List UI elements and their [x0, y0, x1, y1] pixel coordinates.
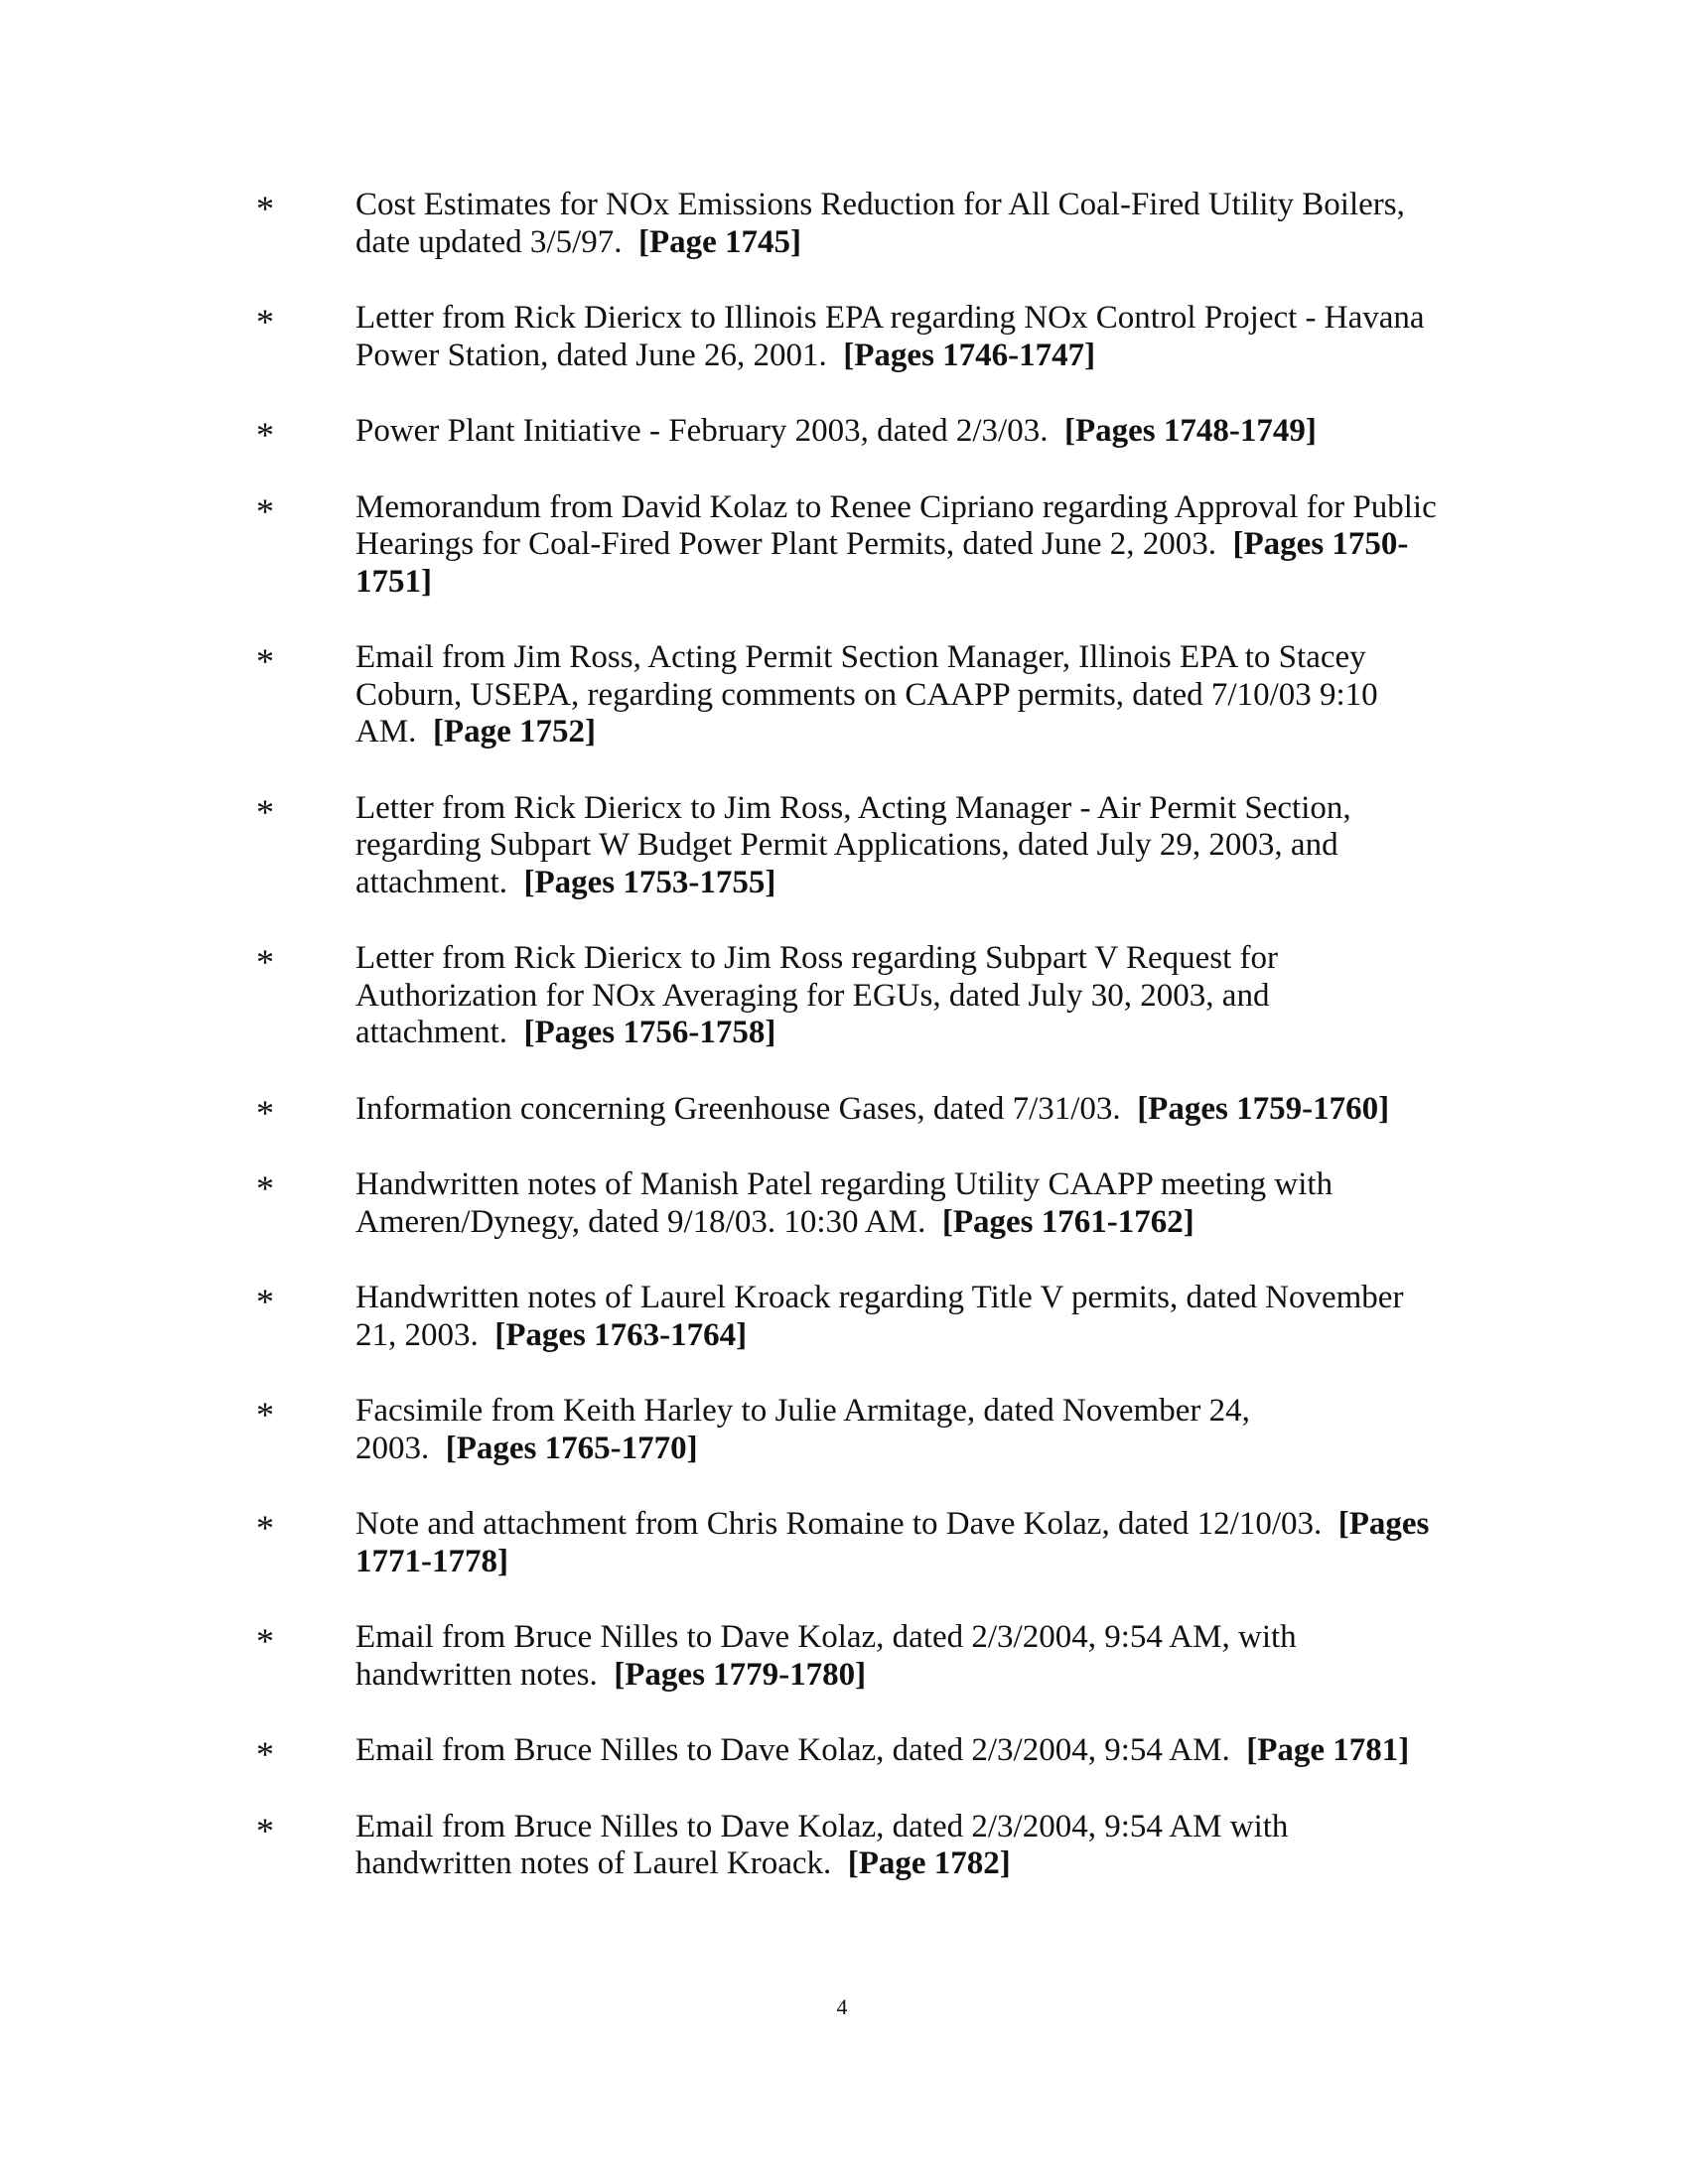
page-reference: [Pages 1779-1780]	[614, 1656, 867, 1693]
entry-description: Email from Bruce Nilles to Dave Kolaz, dated 2/3/2004, 9:54 AM.	[355, 1732, 1230, 1768]
bullet-marker: *	[256, 942, 274, 982]
bullet-marker: *	[256, 1734, 274, 1774]
entry-text	[355, 1619, 1438, 1694]
page-reference: [Page 1782]	[847, 1845, 1011, 1881]
page-reference: [Page 1781]	[1246, 1732, 1410, 1768]
page-reference: [Pages 1746-1747]	[843, 337, 1096, 373]
page-reference: [Page 1752]	[432, 714, 596, 750]
list-item	[0, 1506, 1684, 1580]
page-reference: [Page 1745]	[638, 223, 802, 260]
list-item	[0, 1393, 1684, 1467]
list-item	[0, 1809, 1684, 1883]
list-item	[0, 1090, 1684, 1133]
page-reference: [Pages 1756-1758]	[523, 1015, 776, 1050]
page-reference: [Pages 1759-1760]	[1137, 1090, 1390, 1127]
bullet-marker: *	[256, 1092, 274, 1133]
list-item	[0, 1166, 1684, 1241]
entry-text	[355, 413, 1438, 451]
entry-description: Letter from Rick Diericx to Illinois EPA regarding NOx Control Project - Havana Power Station, dated June 26, 2001.	[355, 300, 1425, 373]
entry-description: Note and attachment from Chris Romaine to Dave Kolaz, dated 12/10/03.	[355, 1506, 1323, 1542]
list-item	[0, 940, 1684, 1052]
entry-text	[355, 790, 1438, 902]
entry-description: Handwritten notes of Laurel Kroack regarding Title V permits, dated November 21, 2003.	[355, 1280, 1404, 1353]
entry-description: Cost Estimates for NOx Emissions Reduction for All Coal-Fired Utility Boilers, date updated 3/5/97.	[355, 187, 1405, 260]
list-item	[0, 1619, 1684, 1694]
entry-text	[355, 1809, 1438, 1883]
list-item	[0, 1732, 1684, 1774]
bullet-marker: *	[256, 791, 274, 832]
entry-description: Power Plant Initiative - February 2003, dated 2/3/03.	[355, 413, 1049, 449]
page-reference: [Pages 1753-1755]	[523, 864, 776, 900]
entry-description: Facsimile from Keith Harley to Julie Armitage, dated November 24, 2003.	[355, 1393, 1250, 1466]
bullet-marker: *	[256, 490, 274, 531]
entry-description: Handwritten notes of Manish Patel regarding Utility CAAPP meeting with Ameren/Dynegy, dated 9/18/03. 10:30 AM.	[355, 1166, 1333, 1240]
bullet-marker: *	[256, 1168, 274, 1208]
entry-text	[355, 187, 1438, 261]
bullet-marker: *	[256, 641, 274, 681]
bullet-marker: *	[256, 189, 274, 228]
page-reference: [Pages 1771-1778]	[355, 1506, 1430, 1579]
entry-text	[355, 1091, 1438, 1129]
entry-text	[355, 1506, 1438, 1580]
list-item	[0, 489, 1684, 602]
entry-text	[355, 639, 1438, 751]
entry-description: Email from Jim Ross, Acting Permit Section Manager, Illinois EPA to Stacey Coburn, USEPA, regarding comments on CAAPP permits, dated 7/10/03 9:10 AM.	[355, 639, 1378, 750]
entry-description: Memorandum from David Kolaz to Renee Cipriano regarding Approval for Public Hearings for Coal-Fired Power Plant Permits, dated June 2, 2003.	[355, 488, 1437, 562]
bullet-marker: *	[256, 1621, 274, 1661]
entry-text	[355, 1393, 1438, 1467]
entry-text	[355, 300, 1438, 374]
list-item	[0, 413, 1684, 455]
list-item	[0, 1280, 1684, 1354]
bullet-marker: *	[256, 302, 274, 341]
page-reference: [Pages 1748-1749]	[1063, 413, 1317, 449]
page-reference: [Pages 1750-1751]	[355, 526, 1409, 600]
page-reference: [Pages 1761-1762]	[941, 1203, 1194, 1240]
bullet-marker: *	[256, 415, 274, 455]
bullet-marker: *	[256, 1810, 274, 1850]
page-reference: [Pages 1765-1770]	[445, 1430, 698, 1466]
list-item	[0, 639, 1684, 751]
entry-description: Email from Bruce Nilles to Dave Kolaz, dated 2/3/2004, 9:54 AM, with handwritten notes.	[355, 1619, 1297, 1693]
entry-text	[355, 489, 1438, 602]
page-number: 4	[836, 1994, 848, 2019]
entry-text	[355, 1732, 1438, 1770]
list-item	[0, 187, 1684, 261]
entry-description: Information concerning Greenhouse Gases, dated 7/31/03.	[355, 1090, 1121, 1127]
page-reference: [Pages 1763-1764]	[494, 1316, 748, 1353]
bullet-marker: *	[256, 1282, 274, 1321]
entry-description: Letter from Rick Diericx to Jim Ross, Acting Manager - Air Permit Section, regarding Subpart W Budget Permit Applications, dated July 29, 2003, and attachment.	[355, 789, 1351, 900]
list-item	[0, 790, 1684, 902]
bullet-marker: *	[256, 1508, 274, 1548]
entry-text	[355, 940, 1438, 1052]
entry-text	[355, 1280, 1438, 1354]
list-item	[0, 300, 1684, 374]
entry-text	[355, 1166, 1438, 1241]
bullet-marker: *	[256, 1395, 274, 1434]
record-index-list	[0, 187, 1684, 1922]
entry-description: Email from Bruce Nilles to Dave Kolaz, dated 2/3/2004, 9:54 AM with handwritten notes of Laurel Kroack.	[355, 1808, 1289, 1881]
entry-description: Letter from Rick Diericx to Jim Ross regarding Subpart V Request for Authorization for NOx Averaging for EGUs, dated July 30, 2003, and attachment.	[355, 940, 1279, 1050]
